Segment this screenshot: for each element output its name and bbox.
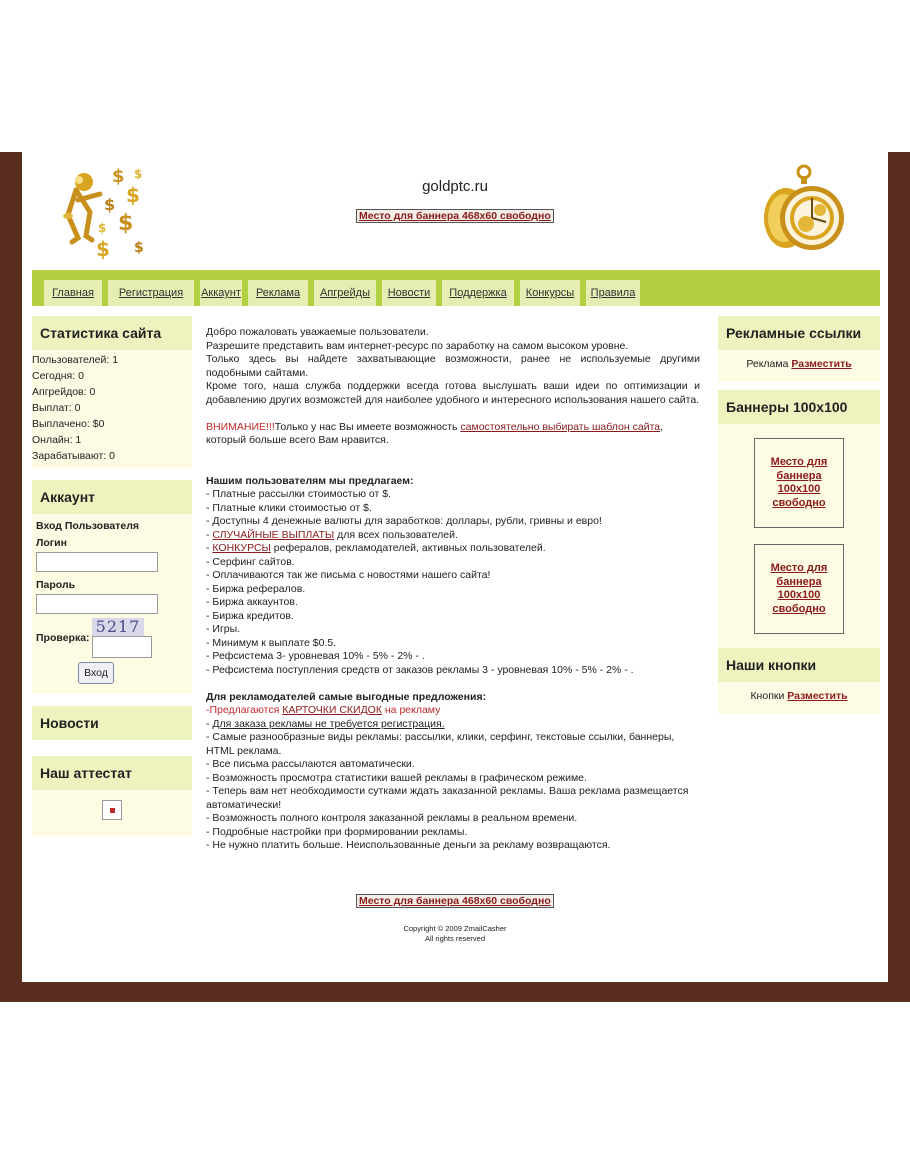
password-input[interactable]: [36, 594, 158, 614]
contests-link[interactable]: КОНКУРСЫ: [212, 542, 271, 554]
attest-box: [32, 790, 192, 836]
warning-tail: , который больше всего Вам нравится.: [206, 420, 664, 446]
password-label: Пароль: [36, 579, 76, 591]
ad-links-box: [718, 350, 880, 382]
svg-text:$: $: [112, 166, 125, 187]
adv-no-reg-link[interactable]: Для заказа рекламы не требуется регистрация.: [212, 717, 445, 730]
copyright-line: Copyright © 2009 ZmailCasher: [403, 924, 507, 933]
ad-links-title: Рекламные ссылки: [718, 316, 880, 350]
intro-line-4: Кроме того, наша служба поддержки всегда готова выслушать ваши идеи по оптимизации и добавлению других возможстей для наиболее удобного и интересного использования нашего сайта.: [206, 380, 700, 406]
buttons-place-link[interactable]: Разместить: [787, 690, 848, 702]
stat-users: Пользователей: 1: [32, 354, 119, 366]
discount-cards-link[interactable]: КАРТОЧКИ СКИДОК: [282, 704, 382, 716]
nav-item-advertising[interactable]: Реклама: [248, 280, 308, 306]
svg-text:$: $: [98, 221, 107, 235]
intro-line-2: Разрешите представить вам интернет-ресурс по заработку на самом высоком уровне.: [206, 339, 629, 352]
main-nav: [32, 270, 880, 306]
adv-item-7: - Не нужно платить больше. Неиспользованные деньги за рекламу возвращаются.: [206, 839, 611, 851]
nav-item-account[interactable]: Аккаунт: [200, 280, 242, 306]
nav-item-upgrades[interactable]: Апгрейды: [314, 280, 376, 306]
svg-text:$: $: [134, 240, 144, 256]
gold-pocket-watch-icon: [754, 160, 854, 260]
random-payouts-tail: для всех пользователей.: [334, 528, 458, 541]
captcha-image: 5217: [92, 618, 144, 636]
login-input[interactable]: [36, 552, 158, 572]
adv-item-1: - Самые разнообразные виды рекламы: рассылки, клики, серфинг, текстовые ссылки, баннеры, HTML реклама.: [206, 731, 675, 757]
badge-dot-icon: [110, 808, 115, 813]
warning-text: Только у нас Вы имеете возможность: [274, 420, 461, 433]
svg-text:$: $: [104, 195, 116, 214]
login-form: [32, 514, 192, 694]
login-heading: Вход Пользователя: [36, 520, 140, 532]
banners-box: [718, 424, 880, 648]
adv-item-2: - Все письма рассылаются автоматически.: [206, 758, 415, 770]
stat-earning: Зарабатывают: 0: [32, 450, 116, 462]
nav-item-rules[interactable]: Правила: [586, 280, 640, 306]
users-item-random: - СЛУЧАЙНЫЕ ВЫПЛАТЫ для всех пользователей.: [206, 528, 458, 541]
users-item-2: - Платные клики стоимостью от $.: [206, 501, 372, 514]
stat-payouts: Выплат: 0: [32, 402, 81, 414]
ad-links-place-link[interactable]: Разместить: [791, 358, 852, 370]
adv-item-5: - Возможность полного контроля заказанной рекламы в реальном времени.: [206, 812, 578, 824]
nav-item-contests[interactable]: Конкурсы: [520, 280, 580, 306]
intro-line-1: Добро пожаловать уважаемые пользователи.: [206, 326, 429, 338]
template-choice-link[interactable]: самостоятельно выбирать шаблон сайта: [460, 420, 661, 433]
users-item-contests: - КОНКУРСЫ рефералов, рекламодателей, активных пользователей.: [206, 542, 546, 554]
adv-offer: [206, 704, 700, 718]
right-column: [718, 316, 880, 714]
users-item-9: - Игры.: [206, 623, 241, 635]
users-item-1: - Платные рассылки стоимостью от $.: [206, 488, 391, 500]
contests-tail: рефералов, рекламодателей, активных пользователей.: [270, 542, 546, 554]
site-title: goldptc.ru: [422, 178, 488, 195]
stat-upgrades: Апгрейдов: 0: [32, 386, 96, 398]
svg-text:$: $: [96, 237, 110, 260]
users-item-11: - Рефсистема 3- уровневая 10% - 5% - 2% - .: [206, 650, 425, 662]
login-submit-button[interactable]: Вход: [78, 662, 114, 684]
buttons-title: Наши кнопки: [718, 648, 880, 682]
attest-title: Наш аттестат: [32, 756, 192, 790]
adv-item-3: - Возможность просмотра статистики вашей рекламы в графическом режиме.: [206, 771, 587, 784]
users-item-4: - Серфинг сайтов.: [206, 555, 295, 568]
stat-paid: Выплачено: $0: [32, 418, 105, 430]
captcha-input[interactable]: [92, 636, 152, 658]
users-item-8: - Биржа кредитов.: [206, 609, 294, 622]
random-payouts-link[interactable]: СЛУЧАЙНЫЕ ВЫПЛАТЫ: [212, 528, 335, 541]
nav-item-registration[interactable]: Регистрация: [108, 280, 194, 306]
attestat-badge-icon[interactable]: [102, 800, 122, 820]
users-item-3: - Доступны 4 денежные валюты для заработков: доллары, рубли, гривны и евро!: [206, 515, 602, 527]
copyright: [22, 924, 888, 944]
nav-item-news[interactable]: Новости: [382, 280, 436, 306]
warning-paragraph: [206, 421, 700, 448]
svg-text:$: $: [134, 167, 143, 181]
rights-line: All rights reserved: [424, 934, 486, 943]
stats-box: [32, 350, 192, 468]
users-item-5: - Оплачиваются так же письма с новостями нашего сайта!: [206, 569, 491, 581]
buttons-text: Кнопки: [750, 690, 788, 702]
users-heading: Нашим пользователям мы предлагаем:: [206, 474, 414, 487]
stats-title: Статистика сайта: [32, 316, 192, 350]
nav-item-home[interactable]: Главная: [44, 280, 102, 306]
banner-top-link[interactable]: Место для баннера 468x60 свободно: [356, 209, 554, 223]
advertisers-heading: Для рекламодателей самые выгодные предложения:: [206, 690, 487, 703]
adv-item-4: - Теперь вам нет необходимости сутками ждать заказанной рекламы. Ваша реклама размещается автоматически!: [206, 785, 689, 811]
users-item-10: - Минимум к выплате $0.5.: [206, 636, 337, 649]
svg-text:$: $: [118, 211, 134, 236]
ad-links-text: Реклама: [746, 358, 792, 370]
stat-online: Онлайн: 1: [32, 434, 82, 446]
warning-label: ВНИМАНИЕ!!!: [206, 420, 275, 433]
nav-item-support[interactable]: Поддержка: [442, 280, 514, 306]
login-label: Логин: [36, 537, 67, 549]
main-content: [206, 326, 700, 853]
users-item-12: - Рефсистема поступления средств от заказов рекламы 3 - уровневая 10% - 5% - 2% - .: [206, 663, 634, 676]
page-container: [22, 152, 888, 982]
buttons-box: [718, 682, 880, 714]
news-title[interactable]: Новости: [32, 706, 192, 740]
banner-slot-1[interactable]: Место для баннера 100x100 свободно: [754, 438, 844, 528]
gold-money-figure-icon: [46, 160, 156, 260]
banner-slot-2[interactable]: Место для баннера 100x100 свободно: [754, 544, 844, 634]
banner-bottom-link[interactable]: Место для баннера 468x60 свободно: [356, 894, 554, 908]
banners-title: Баннеры 100x100: [718, 390, 880, 424]
users-item-7: - Биржа аккаунтов.: [206, 596, 298, 608]
header: [22, 152, 888, 270]
adv-item-6: - Подробные настройки при формировании рекламы.: [206, 825, 468, 838]
adv-offer-prefix: -Предлагаются: [206, 704, 283, 716]
account-title: Аккаунт: [32, 480, 192, 514]
adv-no-reg: - Для заказа рекламы не требуется регистрация.: [206, 717, 445, 730]
users-item-6: - Биржа рефералов.: [206, 582, 306, 595]
svg-text:$: $: [126, 183, 140, 207]
stat-today: Сегодня: 0: [32, 370, 84, 382]
left-column: [32, 316, 192, 836]
captcha-label: Проверка:: [36, 632, 90, 644]
adv-offer-suffix: на рекламу: [381, 704, 441, 716]
intro-line-3: Только здесь вы найдете захватывающие возможности, ранее не используемые другими подобными сайтами.: [206, 353, 700, 379]
